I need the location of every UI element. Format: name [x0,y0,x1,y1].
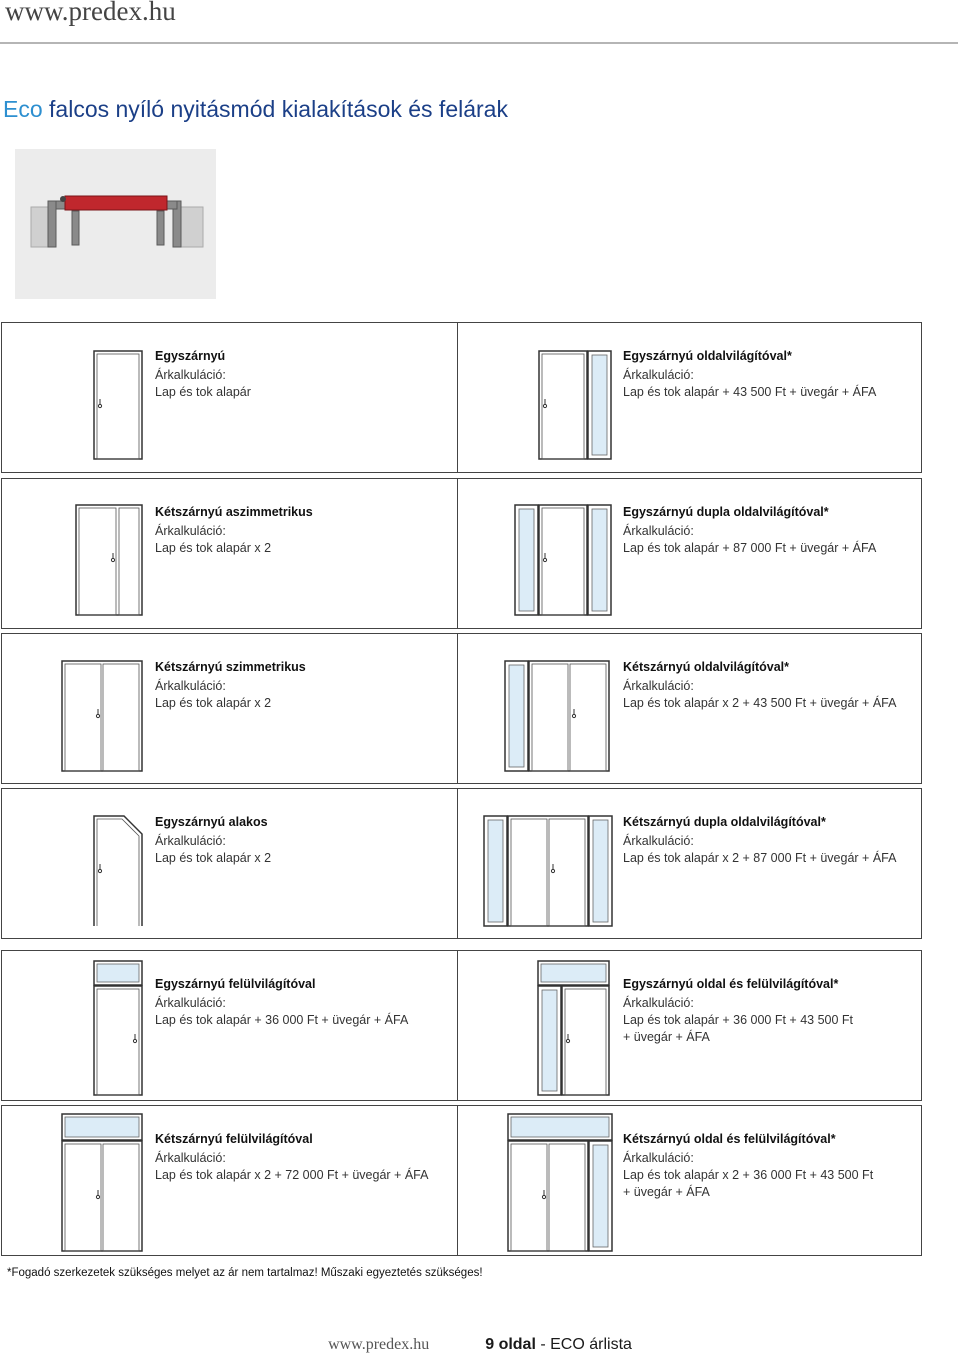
price-label: Árkalkuláció: [155,1151,226,1165]
option-title: Kétszárnyú oldalvilágítóval* [623,660,790,674]
option-text [623,659,896,712]
option-card [1,322,466,473]
price-label: Árkalkuláció: [623,524,694,538]
header-rule [0,42,958,44]
option-card [1,1105,466,1256]
heading-eco: Eco [3,96,43,122]
option-title: Kétszárnyú szimmetrikus [155,660,306,674]
option-text [155,348,251,401]
option-card [1,633,466,784]
price-line: Lap és tok alapár x 2 [155,851,272,865]
price-line: Lap és tok alapár + 36 000 Ft + 43 500 Ft [623,1013,854,1027]
option-title: Kétszárnyú dupla oldalvilágítóval* [623,815,826,829]
price-line: Lap és tok alapár x 2 [155,541,272,555]
price-label: Árkalkuláció: [155,996,226,1010]
door-plan-drawing [15,149,216,299]
price-line: Lap és tok alapár + 43 500 Ft + üvegár + ÁFA [623,385,877,399]
price-label: Árkalkuláció: [623,834,694,848]
option-title: Kétszárnyú aszimmetrikus [155,505,313,519]
price-line: + üvegár + ÁFA [623,1030,710,1044]
option-title: Egyszárnyú alakos [155,815,268,829]
price-line: + üvegár + ÁFA [623,1185,710,1199]
option-card [457,633,922,784]
price-line: Lap és tok alapár + 36 000 Ft + üvegár + ÁFA [155,1013,409,1027]
option-title: Egyszárnyú felülvilágítóval [155,977,316,991]
option-text [623,814,896,867]
option-text [623,348,876,401]
option-title: Egyszárnyú oldalvilágítóval* [623,349,792,363]
price-label: Árkalkuláció: [623,1151,694,1165]
option-card [457,788,922,939]
footer-site: www.predex.hu [328,1336,430,1353]
price-label: Árkalkuláció: [155,679,226,693]
option-card [457,950,922,1101]
document-name: ECO árlista [550,1336,632,1353]
option-text [155,976,408,1029]
price-label: Árkalkuláció: [155,524,226,538]
option-title: Egyszárnyú oldal és felülvilágítóval* [623,977,839,991]
price-label: Árkalkuláció: [623,368,694,382]
option-title: Egyszárnyú [155,349,226,363]
heading-rest: falcos nyíló nyitásmód kialakítások és felárak [42,96,508,122]
option-text [623,976,853,1046]
option-title: Kétszárnyú felülvilágítóval [155,1132,313,1146]
price-line: Lap és tok alapár [155,385,251,399]
option-text [155,814,271,867]
price-line: Lap és tok alapár x 2 + 36 000 Ft + 43 500 Ft [623,1168,874,1182]
price-label: Árkalkuláció: [155,368,226,382]
option-text [155,504,313,557]
option-card [1,788,466,939]
option-card [457,1105,922,1256]
option-text [623,1131,873,1201]
option-title: Egyszárnyú dupla oldalvilágítóval* [623,505,829,519]
option-card [457,478,922,629]
price-line: Lap és tok alapár + 87 000 Ft + üvegár + ÁFA [623,541,877,555]
option-card [1,950,466,1101]
price-line: Lap és tok alapár x 2 + 72 000 Ft + üvegár + ÁFA [155,1168,429,1182]
price-line: Lap és tok alapár x 2 + 87 000 Ft + üvegár + ÁFA [623,851,897,865]
option-card [457,322,922,473]
page-footer [0,1336,960,1354]
page-number: 9 oldal [485,1336,536,1353]
footer-separator: - [535,1336,551,1353]
price-label: Árkalkuláció: [623,996,694,1010]
price-label: Árkalkuláció: [623,679,694,693]
footnote: *Fogadó szerkezetek szükséges melyet az ár nem tartalmaz! Műszaki egyeztetés szükséges! [7,1267,483,1279]
price-label: Árkalkuláció: [155,834,226,848]
door-plan-illustration [15,149,216,299]
option-text [155,659,306,712]
price-line: Lap és tok alapár x 2 + 43 500 Ft + üvegár + ÁFA [623,696,897,710]
option-text [155,1131,428,1184]
price-line: Lap és tok alapár x 2 [155,696,272,710]
site-header: www.predex.hu [5,0,176,26]
option-card [1,478,466,629]
option-text [623,504,876,557]
page-heading [3,96,508,123]
option-title: Kétszárnyú oldal és felülvilágítóval* [623,1132,836,1146]
